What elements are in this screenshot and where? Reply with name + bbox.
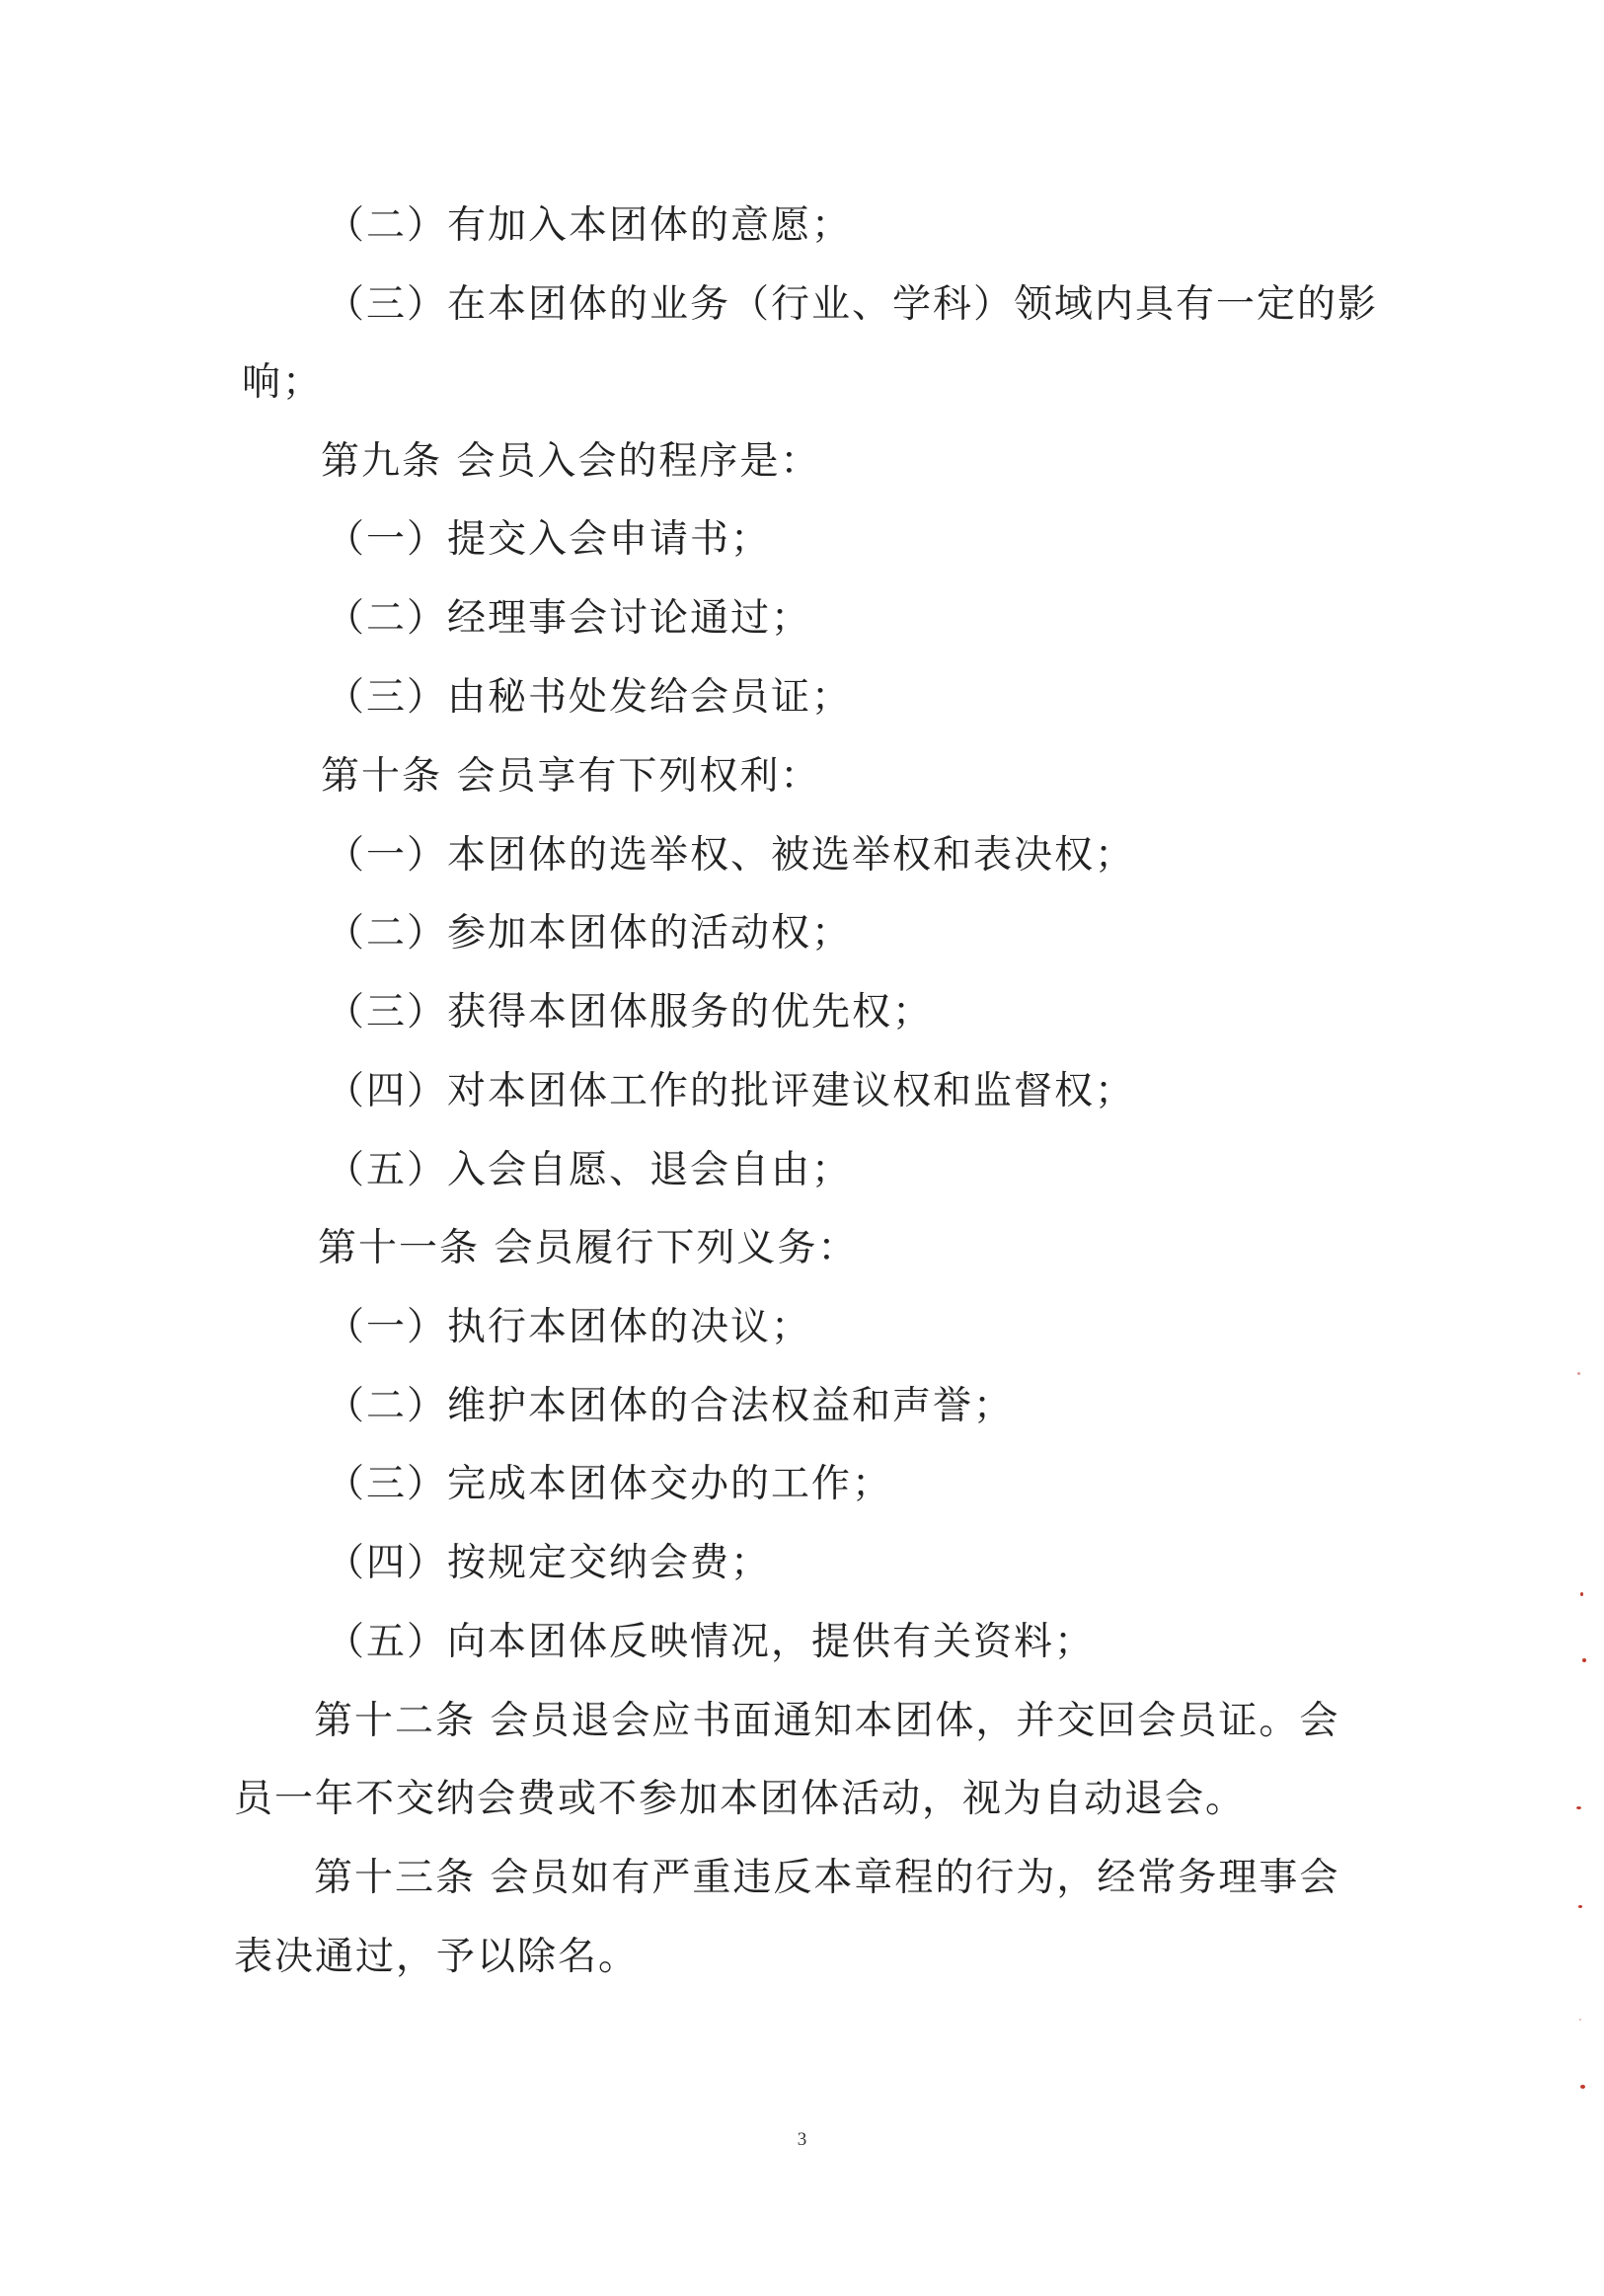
article-10-item-5: （五）入会自愿、退会自由； bbox=[326, 1148, 853, 1192]
scan-mark bbox=[1582, 1658, 1586, 1662]
article-10-heading: 第十条 会员享有下列权利： bbox=[321, 754, 821, 799]
article-9-item-1: （一）提交入会申请书； bbox=[326, 517, 772, 562]
scan-mark bbox=[1578, 1905, 1582, 1908]
scan-mark bbox=[1580, 2085, 1585, 2089]
article-13-line-2: 表决通过，予以除名。 bbox=[234, 1935, 640, 1979]
article-9-heading: 第九条 会员入会的程序是： bbox=[321, 439, 821, 484]
article-9-item-2: （二）经理事会讨论通过； bbox=[326, 596, 812, 641]
article-13-line-1: 第十三条 会员如有严重违反本章程的行为，经常务理事会 bbox=[314, 1856, 1340, 1900]
scan-mark bbox=[1580, 1592, 1583, 1596]
scan-mark bbox=[1579, 2019, 1581, 2021]
scan-mark bbox=[1577, 1372, 1580, 1375]
article-11-heading: 第十一条 会员履行下列义务： bbox=[318, 1226, 859, 1270]
article-11-item-1: （一）执行本团体的决议； bbox=[326, 1305, 812, 1349]
article-10-item-4: （四）对本团体工作的批评建议权和监督权； bbox=[326, 1069, 1136, 1113]
article-10-item-2: （二）参加本团体的活动权； bbox=[326, 911, 853, 956]
item-3-influence: （三）在本团体的业务（行业、学科）领域内具有一定的影 bbox=[326, 282, 1379, 327]
article-10-item-1: （一）本团体的选举权、被选举权和表决权； bbox=[326, 833, 1136, 878]
article-11-item-4: （四）按规定交纳会费； bbox=[326, 1541, 772, 1585]
article-12-line-2: 员一年不交纳会费或不参加本团体活动，视为自动退会。 bbox=[234, 1777, 1247, 1821]
article-9-item-3: （三）由秘书处发给会员证； bbox=[326, 675, 853, 720]
item-3-influence-continued: 响； bbox=[242, 360, 324, 405]
article-11-item-3: （三）完成本团体交办的工作； bbox=[326, 1462, 893, 1506]
item-2-willingness: （二）有加入本团体的意愿； bbox=[326, 203, 853, 248]
article-11-item-5: （五）向本团体反映情况，提供有关资料； bbox=[326, 1620, 1096, 1664]
article-11-item-2: （二）维护本团体的合法权益和声誉； bbox=[326, 1384, 1015, 1428]
scan-mark bbox=[1576, 1806, 1581, 1809]
article-10-item-3: （三）获得本团体服务的优先权； bbox=[326, 990, 934, 1034]
article-12-line-1: 第十二条 会员退会应书面通知本团体，并交回会员证。会 bbox=[314, 1699, 1340, 1743]
page-number: 3 bbox=[797, 2129, 807, 2150]
